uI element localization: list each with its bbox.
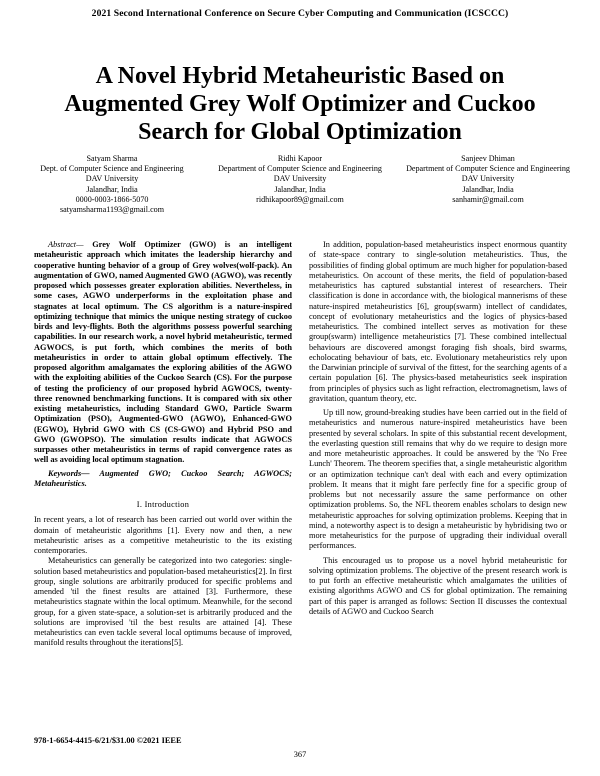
copyright-notice: 978-1-6654-4415-6/21/$31.00 ©2021 IEEE xyxy=(34,736,182,745)
author-email: ridhikapoor89@gmail.com xyxy=(256,194,344,204)
abstract xyxy=(34,240,292,466)
keywords: Keywords— Augmented GWO; Cuckoo Search; AGWOCS; Metaheuristics. xyxy=(34,468,292,488)
author-affiliation-line: Jalandhar, India xyxy=(86,184,138,194)
author-name: Sanjeev Dhiman xyxy=(461,154,515,163)
page-number: 367 xyxy=(293,750,307,759)
author-email: sanhamir@gmail.com xyxy=(452,194,524,204)
author-affiliation-line: Dept. of Computer Science and Engineering xyxy=(40,164,184,174)
abstract-label: Abstract— xyxy=(48,240,84,249)
author-name: Ridhi Kapoor xyxy=(277,154,323,163)
author-affiliation-line: Jalandhar, India xyxy=(462,184,514,194)
right-column xyxy=(309,240,567,617)
body-paragraph: In recent years, a lot of research has been carried out world over within the domain of metaheuristic algorithms [1]. Every now and then, a new metaheuristic arises as a competitive metaheuristic to the its existing contemporaries. xyxy=(34,515,292,555)
author-3 xyxy=(398,154,578,215)
author-1 xyxy=(22,154,202,215)
author-orcid: 0000-0003-1866-5070 xyxy=(75,194,149,204)
author-affiliation-line: DAV University xyxy=(273,174,327,184)
section-heading-introduction: I. Introduction xyxy=(136,500,190,509)
body-paragraph: Metaheuristics can generally be categorized into two categories: single-solution based metaheuristics and population-based metaheuristics[2]. In first group, single solutions are arbitrarily produced for specific problems and amended 'til the finest results are attained [3]. Furthermore, these metaheuristics stagnate within the local optimum. Meanwhile, for the second group, for a given state-space, a solution-set is arbitrarily produced and the solutions are improvised 'til the best results are attained [4]. These metaheuristics can even tackle several local optimums because of improved, manifold results throughout the iterations[5]. xyxy=(34,556,292,648)
author-affiliation-line: Jalandhar, India xyxy=(274,184,326,194)
body-paragraph: Up till now, ground-breaking studies have been carried out in the field of metaheuristics and numerous nature-inspired metaheuristics have been presented by several scholars. In spite of this substantial recent development, the everlasting question still remains that why do we require to design more and more metaheuristic approaches. It could be answered by the 'No Free Lunch' Theorem. The theorem specifies that, a single metaheuristic algorithm or an optimization technique can't deal with each and every optimization problem. It means that it might fare perfectly fine for a specific group of problems but not necessarily assure the same performance on other optimization problems. So, the NFL theorem enables scholars to design new metaheuristic approaches for solving optimization problems. Keeping that in mind, a noteworthy aspect is to design a metaheuristic by hybridising two or more metaheuristics for the purpose of upgrading their individual overall performances. xyxy=(309,408,567,551)
left-column xyxy=(34,240,292,649)
author-affiliation-line: Department of Computer Science and Engineering xyxy=(406,164,570,174)
body-paragraph: In addition, population-based metaheuristics inspect enormous quantity of state-space contrary to single-solution metaheuristics. Thus, the possibilities of finding global optimum are much higher for population-based metaheuristics. On account of these merits, the field of population-based metaheuristics has captured substantial interest of researchers. Their classification is done in accordance with, the biological mannerisms of these nature-inspired metaheuristics [6], group(swarm) intellect of candidates, concept of evolutionary metaheuristics and the logics of physics-based metaheuristics. The combined intellect serves as motivation for these group(swarm) intelligence metaheuristics [7]. These combined intellectual behaviours are discovered amongst foraging fish shoals, bird swarms, echolocating behaviour of bats, etc. Evolutionary metaheuristics rely upon the Darwinian principle of survival of the fittest, for the searching agents of a certain population [6]. The physics-based metaheuristics seek inspiration from principles of physics such as light refraction, electromagnetism, laws of gravitation, quantum theory, etc. xyxy=(309,240,567,403)
author-2 xyxy=(210,154,390,215)
author-name: Satyam Sharma xyxy=(86,154,138,163)
author-affiliation-line: Department of Computer Science and Engineering xyxy=(218,164,382,174)
author-block xyxy=(22,154,578,215)
author-affiliation-line: DAV University xyxy=(85,174,139,184)
author-email: satyamsharma1193@gmail.com xyxy=(59,205,165,215)
conference-header: 2021 Second International Conference on Secure Cyber Computing and Communication (ICSCCC) xyxy=(91,8,509,19)
paper-title: A Novel Hybrid Metaheuristic Based on Augmented Grey Wolf Optimizer and Cuckoo Search for Global Optimization xyxy=(64,63,536,145)
author-affiliation-line: DAV University xyxy=(461,174,515,184)
abstract-text: Grey Wolf Optimizer (GWO) is an intelligent metaheuristic approach which imitates the leadership hierarchy and cooperative hunting behavior of a group of Grey wolves(wolf-pack). An augmentation of GWO, named Augmented GWO (AGWO), was recently proposed which possesses greater exploration abilities. Nevertheless, in some cases, AGWO underperforms in the exploitation phase and stagnates at local optimum. The CS algorithm is a nature-inspired optimizing technique that mimics the unique nesting strategy of cuckoo birds and levy-flights. Both the algorithms possess powerful searching capabilities. In our research work, a novel hybrid metaheuristic, termed AGWOCS, is put forth, which combines the merits of both metaheuristics in order to attain global optimum effectively. The proposed algorithm amalgamates the exploring abilities of the AGWO with the exploiting abilities of the Cuckoo Search (CS). For the purpose of testing the proficiency of our proposed hybrid AGWOCS, twenty-three renowned benchmarking functions. It is compared with six other existing metaheuristics, including Standard GWO, Particle Swarm Optimization (PSO), Augmented-GWO (AGWO), Enhanced-GWO (EGWO), Hybrid GWO with CS (CS-GWO) and Hybrid PSO and GWO (GWOPSO). The simulation results indicate that AGWOCS surpasses other metaheuristics in terms of rapid convergence rates as well as avoiding local optimum stagnation. xyxy=(34,240,292,465)
body-paragraph: This encouraged us to propose us a novel hybrid metaheuristic for solving optimization problems. The objective of the present research work is to put forth an effective metaheuristic which amalgamates the utilities of existing algorithms AGWO and CS for global optimization. The remaining part of this paper is arranged as follows: Section II discusses the contextual details of AGWO and Cuckoo Search xyxy=(309,555,567,616)
